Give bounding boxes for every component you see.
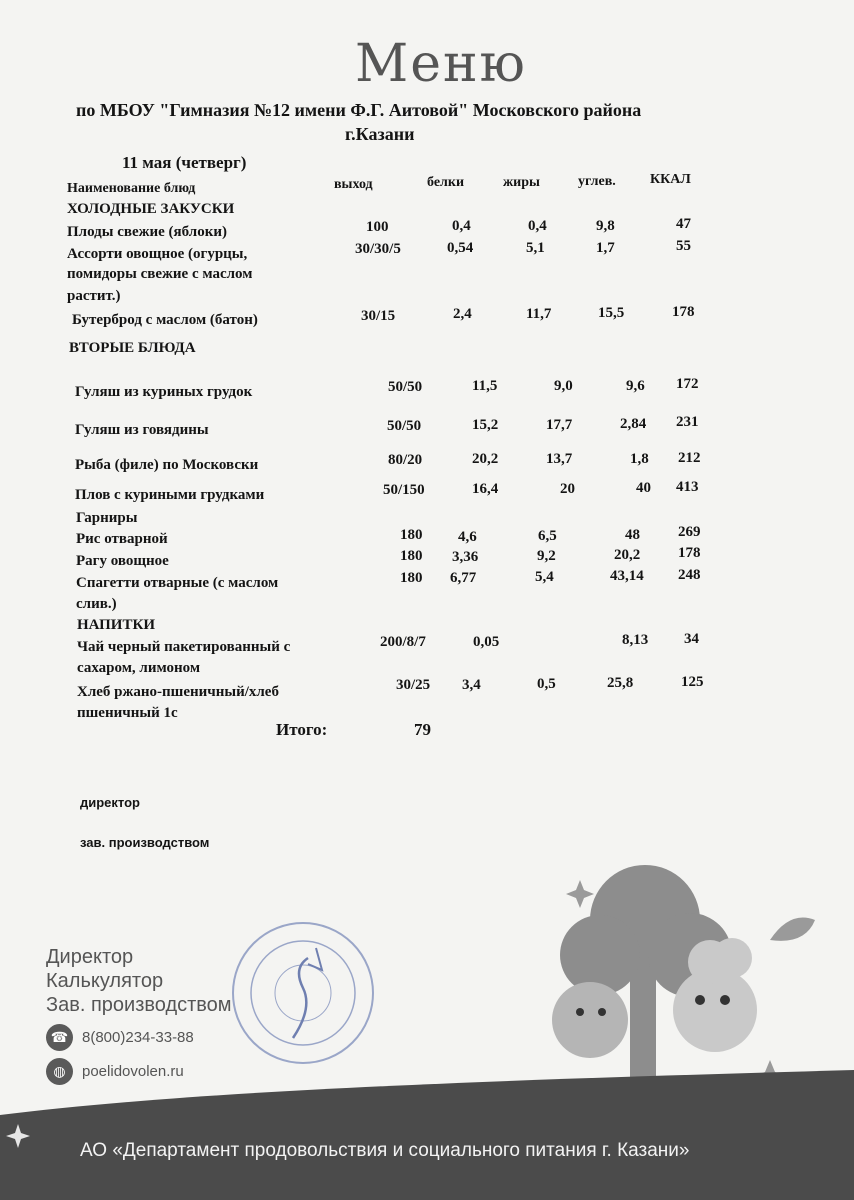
dish-kcal: 178 — [678, 545, 701, 561]
dish-fat: 11,7 — [526, 306, 552, 322]
dish-yield: 30/15 — [361, 308, 396, 324]
dish-carbs: 9,8 — [596, 218, 615, 234]
dish-carbs: 48 — [625, 527, 640, 543]
total-label: Итого: — [276, 720, 328, 739]
footer-site: poelidovolen.ru — [82, 1063, 184, 1080]
phone-icon: ☎ — [46, 1024, 73, 1051]
dish-kcal: 413 — [676, 479, 699, 495]
dish-kcal: 125 — [681, 674, 704, 690]
dish-carbs: 25,8 — [607, 675, 634, 691]
total-value: 79 — [414, 720, 431, 739]
dish-name: Плоды свежие (яблоки) — [67, 224, 227, 240]
handwritten-heading: Меню — [355, 34, 527, 94]
dish-fat: 5,1 — [526, 240, 545, 256]
cup-mascot — [552, 982, 628, 1058]
city-title: г.Казани — [345, 124, 415, 144]
dish-protein: 0,54 — [447, 240, 474, 256]
sign-director: директор — [80, 795, 140, 810]
dish-name-cont: растит.) — [67, 288, 121, 304]
dish-name: Гуляш из куриных грудок — [75, 384, 253, 400]
dish-carbs: 43,14 — [610, 568, 644, 584]
section-drinks: НАПИТКИ — [77, 617, 156, 633]
dish-carbs: 8,13 — [622, 632, 649, 648]
dish-protein: 0,4 — [452, 218, 471, 234]
dish-fat: 0,4 — [528, 218, 547, 234]
sparkle-icon — [6, 1124, 30, 1148]
dish-name: Рис отварной — [76, 531, 168, 547]
dish-yield: 50/150 — [383, 482, 425, 498]
dish-kcal: 47 — [676, 216, 691, 232]
dish-protein: 3,36 — [452, 549, 479, 565]
dish-kcal: 178 — [672, 304, 695, 320]
dish-yield: 30/30/5 — [355, 241, 401, 257]
dish-protein: 15,2 — [472, 417, 499, 433]
dish-yield: 30/25 — [396, 677, 431, 693]
dish-yield: 50/50 — [388, 379, 423, 395]
dish-carbs: 20,2 — [614, 547, 641, 563]
dish-carbs: 15,5 — [598, 305, 625, 321]
dish-kcal: 269 — [678, 524, 701, 540]
section-second: ВТОРЫЕ БЛЮДА — [69, 340, 196, 356]
dish-name: Рагу овощное — [76, 553, 169, 569]
col-protein: белки — [427, 175, 465, 190]
col-fat: жиры — [503, 175, 540, 190]
dish-fat: 0,5 — [537, 676, 556, 692]
dish-name: Бутерброд с маслом (батон) — [72, 312, 258, 328]
dish-name-cont: сахаром, лимоном — [77, 660, 201, 676]
dish-kcal: 34 — [684, 631, 699, 647]
sparkle-icon — [566, 880, 594, 908]
dish-yield: 180 — [400, 548, 423, 564]
dish-yield: 180 — [400, 570, 423, 586]
dish-protein: 0,05 — [473, 634, 500, 650]
dish-kcal: 55 — [676, 238, 691, 254]
mascot-illustration — [520, 860, 854, 1100]
dish-yield: 50/50 — [387, 418, 422, 434]
official-stamp — [228, 918, 378, 1068]
dish-fat: 6,5 — [538, 528, 557, 544]
col-name: Наименование блюд — [67, 181, 196, 196]
dish-name: Спагетти отварные (с маслом — [76, 575, 279, 591]
dish-fat: 9,0 — [554, 378, 573, 394]
dish-carbs: 1,8 — [630, 451, 649, 467]
dish-name: Хлеб ржано-пшеничный/хлеб — [77, 684, 279, 700]
dish-yield: 100 — [366, 219, 389, 235]
dish-name-cont: пшеничный 1с — [77, 705, 178, 721]
dish-name-cont: слив.) — [76, 596, 117, 612]
dish-yield: 180 — [400, 527, 423, 543]
footer-role-calculator: Калькулятор — [46, 970, 164, 992]
dish-yield: 80/20 — [388, 452, 423, 468]
dish-carbs: 2,84 — [620, 416, 647, 432]
dish-kcal: 212 — [678, 450, 701, 466]
dish-name: Гуляш из говядины — [75, 422, 209, 438]
dish-carbs: 9,6 — [626, 378, 645, 394]
dish-kcal: 231 — [676, 414, 699, 430]
dish-name-cont: помидоры свежие с маслом — [67, 266, 253, 282]
dish-protein: 11,5 — [472, 378, 498, 394]
dish-kcal: 172 — [676, 376, 699, 392]
school-title: по МБОУ "Гимназия №12 имени Ф.Г. Аитовой" Московского района — [76, 100, 642, 120]
company-name: АО «Департамент продовольствия и социального питания г. Казани» — [80, 1140, 690, 1161]
dish-fat: 5,4 — [535, 569, 554, 585]
dish-fat: 20 — [560, 481, 575, 497]
col-carbs: углев. — [578, 174, 616, 189]
dish-kcal: 248 — [678, 567, 701, 583]
dish-protein: 3,4 — [462, 677, 481, 693]
dish-protein: 20,2 — [472, 451, 499, 467]
dish-protein: 6,77 — [450, 570, 477, 586]
section-garnish: Гарниры — [76, 510, 138, 526]
footer-wave — [0, 1070, 854, 1200]
footer-role-director: Директор — [46, 946, 134, 968]
dish-name: Плов с куриными грудками — [75, 487, 265, 503]
dish-fat: 9,2 — [537, 548, 556, 564]
footer-role-production: Зав. производством — [46, 994, 232, 1016]
dish-yield: 200/8/7 — [380, 634, 426, 650]
menu-date: 11 мая (четверг) — [122, 153, 247, 172]
dish-fat: 13,7 — [546, 451, 573, 467]
dish-name: Рыба (филе) по Московски — [75, 457, 259, 473]
col-kcal: ККАЛ — [650, 172, 691, 187]
dish-protein: 16,4 — [472, 481, 499, 497]
dish-name: Чай черный пакетированный с — [77, 639, 291, 655]
dish-fat: 17,7 — [546, 417, 573, 433]
section-cold: ХОЛОДНЫЕ ЗАКУСКИ — [67, 201, 235, 217]
sign-production-head: зав. производством — [80, 835, 210, 850]
dish-carbs: 1,7 — [596, 240, 615, 256]
dish-name: Ассорти овощное (огурцы, — [67, 246, 248, 262]
signature-mark — [293, 958, 308, 1038]
dish-carbs: 40 — [636, 480, 651, 496]
footer-phone: 8(800)234-33-88 — [82, 1029, 194, 1046]
col-yield: выход — [334, 177, 373, 192]
leaf-icon — [770, 918, 815, 941]
dish-protein: 2,4 — [453, 306, 472, 322]
globe-icon: ◍ — [46, 1058, 73, 1085]
dish-protein: 4,6 — [458, 529, 477, 545]
